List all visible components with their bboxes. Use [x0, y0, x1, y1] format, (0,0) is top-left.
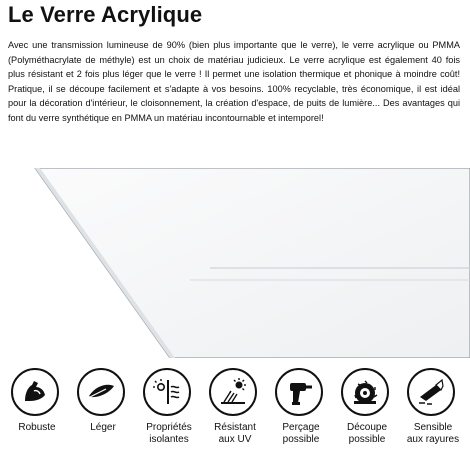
feature-leger: [70, 364, 136, 470]
acrylic-sheets-photo: [0, 168, 470, 358]
feature-label: Sensible: [413, 422, 453, 433]
feature-robuste: [4, 364, 70, 470]
feature-label: Propriétés: [146, 422, 192, 433]
circular-saw-icon: [341, 368, 389, 416]
feature-label: Perçage: [282, 422, 320, 433]
insulation-icon: [143, 368, 191, 416]
feature-label: Léger: [90, 422, 116, 433]
feature-percage: [268, 364, 334, 470]
feature-label: Découpe: [346, 422, 388, 433]
uv-sun-icon: [209, 368, 257, 416]
feature-label-2: possible: [348, 434, 386, 445]
page-title: Le Verre Acrylique: [8, 2, 203, 27]
feature-label-2: aux UV: [218, 434, 252, 445]
strong-arm-icon: [11, 368, 59, 416]
feature-isolantes: [136, 364, 202, 470]
feature-label: Robuste: [18, 422, 56, 433]
feature-label-2: isolantes: [149, 434, 189, 445]
feather-icon: [77, 368, 125, 416]
description-text: Avec une transmission lumineuse de 90% (bien plus importante que le verre), le verre acrylique ou PMMA (Polyméthacrylate de méthyle) est un choix de matériau judicieux. Le verre acrylique est également 40 fois plus résistant et 2 fois plus léger que le verre ! Il permet une isolation thermique et phonique à moindre coût! Pratique, il se découpe facilement et s'adapte à vos besoins. 100% recyclable, très économique, il est idéal pour la décoration d'intérieur, le cloisonnement, la création d'espace, de puits de lumière... Des avantages qui font du verre synthétique en PMMA un matériau incontournable et intemporel!: [8, 40, 460, 123]
feature-decoupe: [334, 364, 400, 470]
drill-icon: [275, 368, 323, 416]
feature-uv: [202, 364, 268, 470]
feature-label-2: aux rayures: [406, 434, 460, 445]
feature-label-2: possible: [282, 434, 320, 445]
feature-rayures: [400, 364, 466, 470]
feature-label: Résistant: [214, 422, 256, 433]
cutter-icon: [407, 368, 455, 416]
feature-list: [0, 364, 470, 470]
